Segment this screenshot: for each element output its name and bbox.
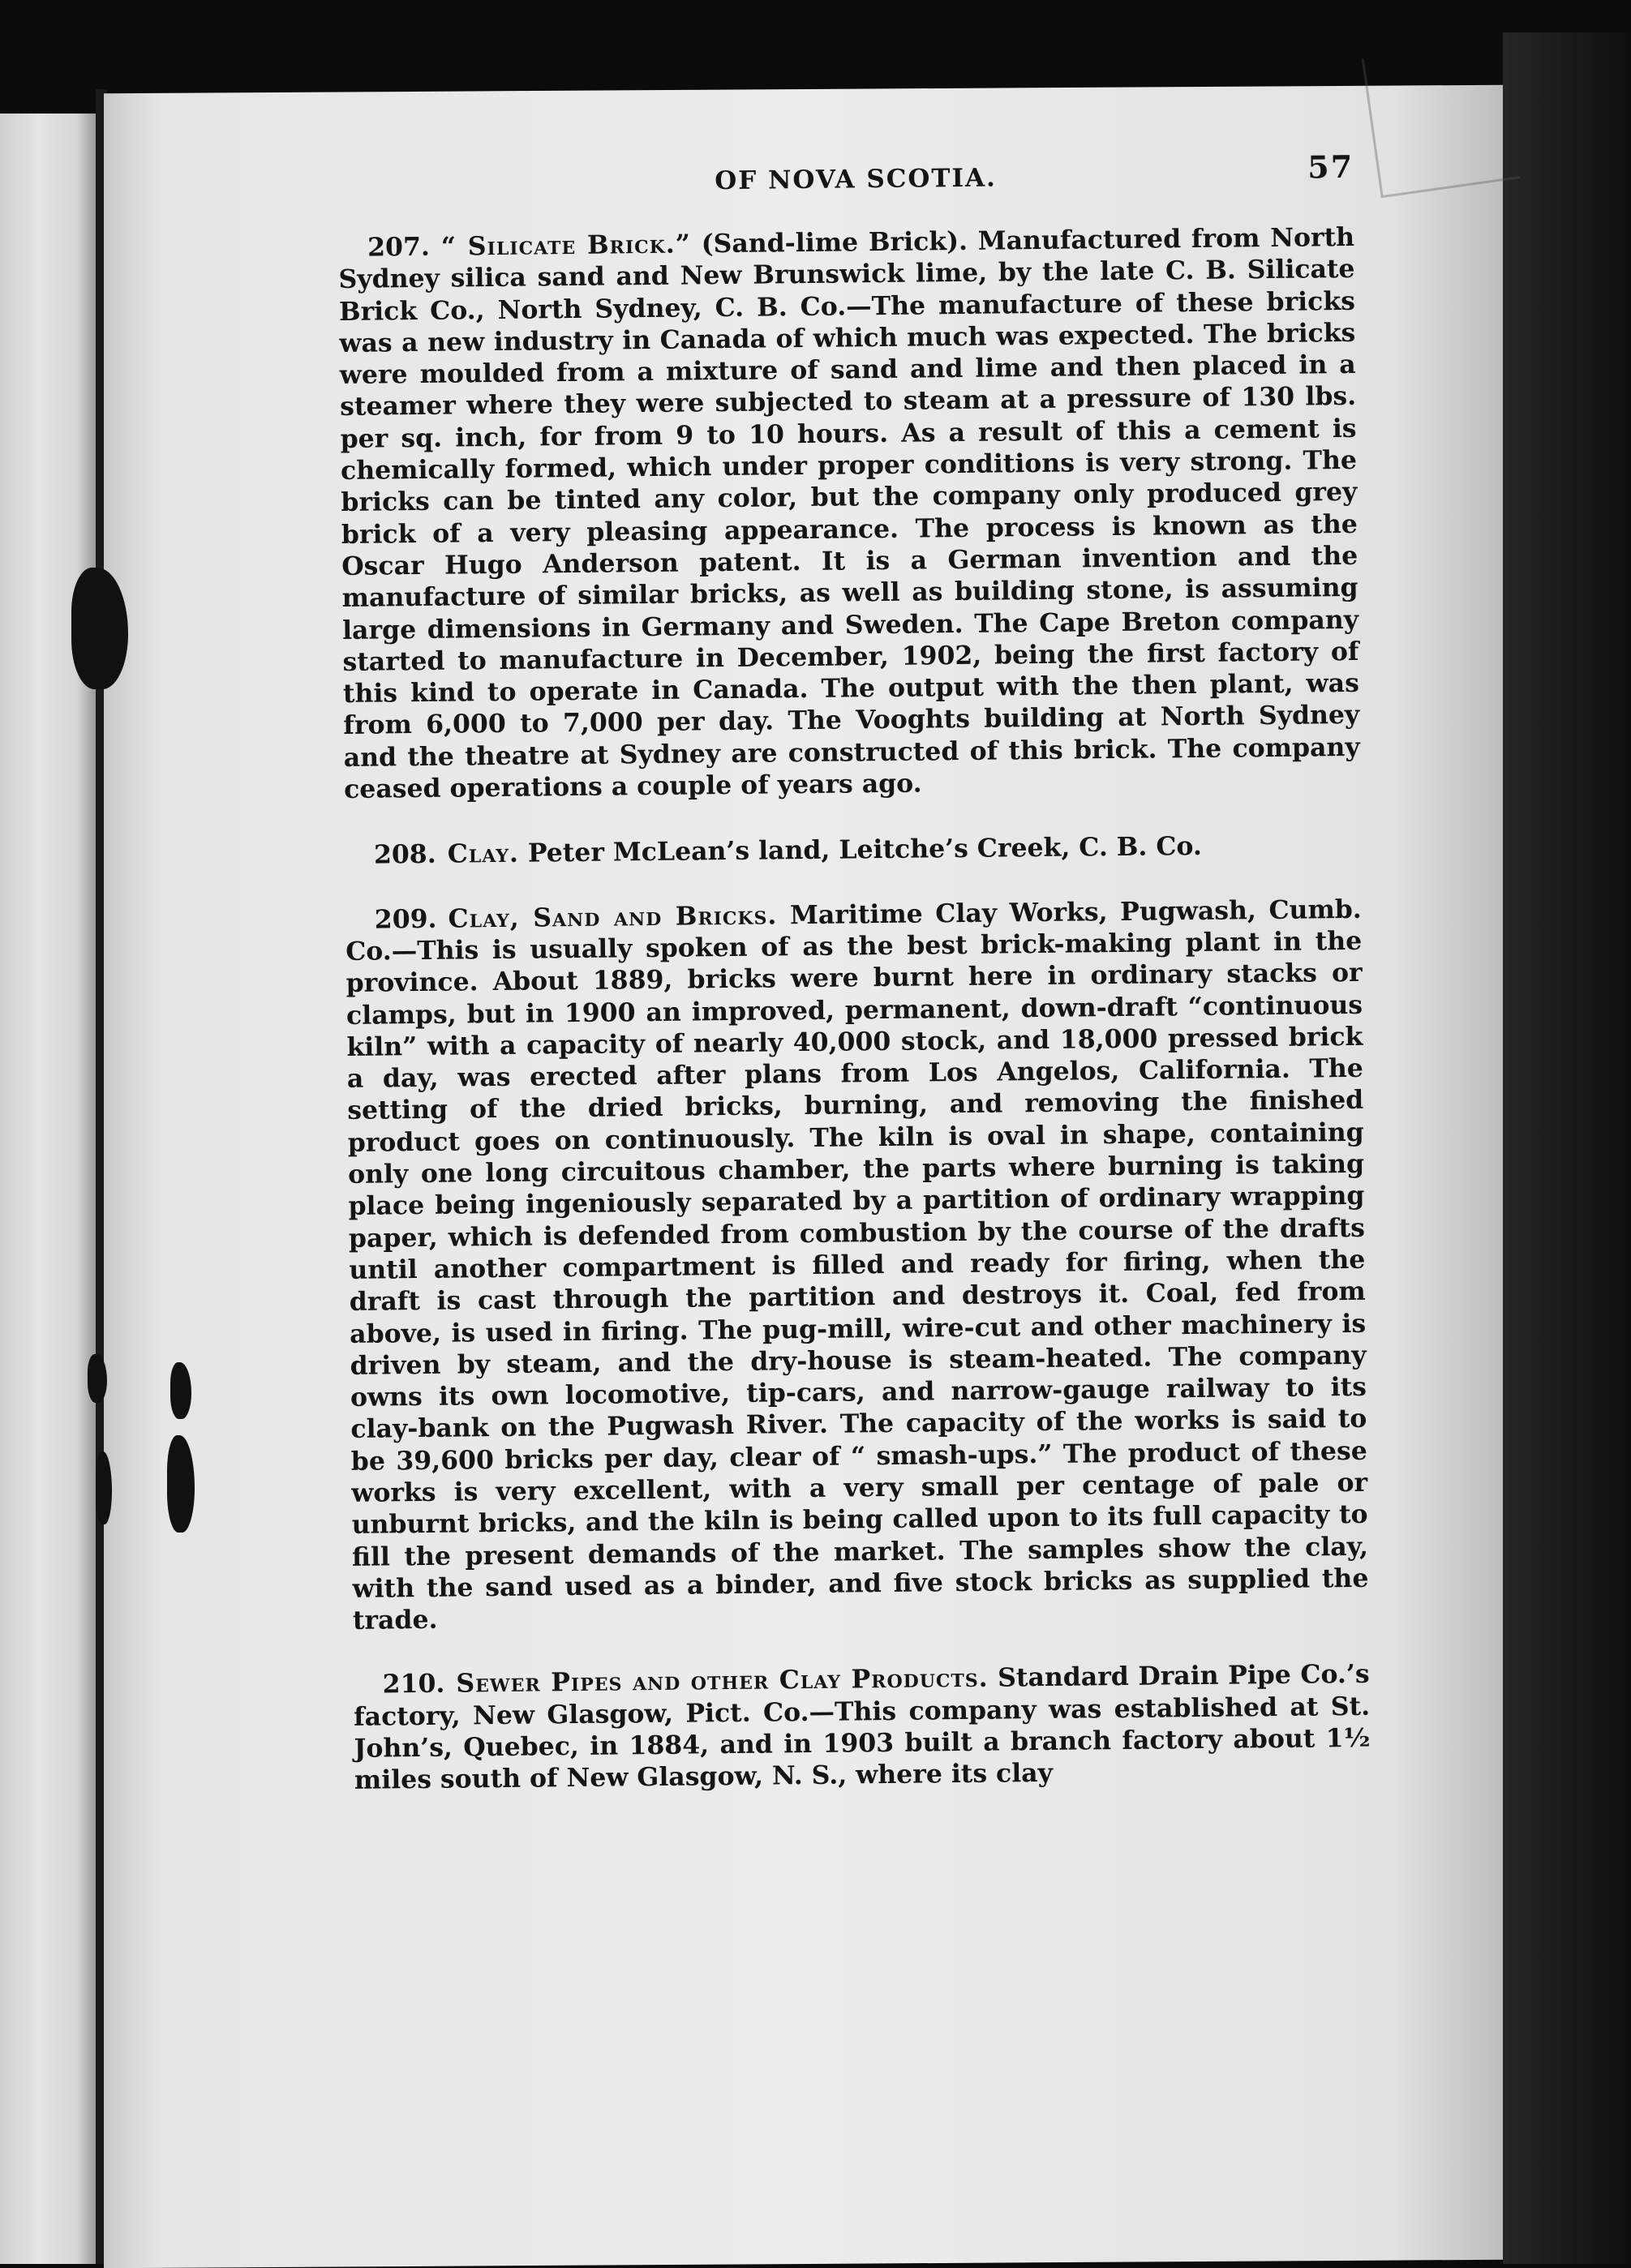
catalogue-entry-207 [338, 221, 1360, 805]
entry-body: Standard Drain Pipe Co.’s factory, New Glasgow, Pict. Co.—This company was established at St. John’s, Quebec, in 1884, and in 1903 built a branch factory about 1½ miles south of New Glasgow, N. S., where its clay [353, 1659, 1371, 1796]
page-header [337, 148, 1354, 208]
catalogue-entry-209 [346, 893, 1369, 1636]
page-text-column [337, 148, 1371, 1797]
page-number: 57 [1307, 148, 1354, 186]
catalogue-entry-210 [354, 1658, 1371, 1796]
entry-caption: “ Silicate Brick.” [440, 229, 692, 262]
facing-page-edge [0, 114, 96, 2264]
entry-number: 207. [367, 231, 431, 263]
scan-background-right [1503, 32, 1631, 2264]
running-title: OF NOVA SCOTIA. [715, 163, 998, 196]
entry-caption: Clay, Sand and Bricks. [448, 900, 778, 934]
entry-body: (Sand-lime Brick). Manufactured from North Sydney silica sand and New Brunswick lime, by the late C. B. Silicate Brick Co., North Sydney, C. B. Co.—The manufacture of these bricks was a new industry in Canada of which much was expected. The bricks were moulded from a mixture of sand and lime and then placed in a steamer where they were subjected to steam at a pressure of 130 lbs. per sq. inch, for from 9 to 10 hours. As a result of this a cement is chemically formed, which under proper conditions is very strong. The bricks can be tinted any color, but the company only produced grey brick of a very pleasing appearance. The process is known as the Oscar Hugo Anderson patent. It is a German invention and the manufacture of similar bricks, as well as building stone, is assuming large dimensions in Germany and Sweden. The Cape Breton company started to manufacture in December, 1902, being the first factory of this kind to operate in Canada. The output with the then plant, was from 6,000 to 7,000 per day. The Vooghts building at North Sydney and the theatre at Sydney are constructed of this brick. The company ceased operations a couple of years ago. [338, 221, 1360, 805]
entry-body: Peter McLean’s land, Leitche’s Creek, C. B. Co. [527, 831, 1203, 868]
entry-number: 208. [373, 839, 436, 870]
entry-body: Maritime Clay Works, Pugwash, Cumb. Co.—This is usually spoken of as the best brick-making plant in the province. About 1889, bricks were burnt here in ordinary stacks or clamps, but in 1900 an improved, permanent, down-draft “continuous kiln” with a capacity of nearly 40,000 stock, and 18,000 pressed brick a day, was erected after plans from Los Angelos, California. The setting of the dried bricks, burning, and removing the finished product goes on continuously. The kiln is oval in shape, containing only one long circuitous chamber, the parts where burning is taking place being ingeniously separated by a partition of ordinary wrapping paper, which is defended from combustion by the course of the drafts until another compartment is filled and ready for firing, when the draft is cast through the partition and destroys it. Coal, fed from above, is used in firing. The pug-mill, wire-cut and other machinery is driven by steam, and the dry-house is steam-heated. The company owns its own locomotive, tip-cars, and narrow-gauge railway to its clay-bank on the Pugwash River. The capacity of the works is said to be 39,600 bricks per day, clear of “ smash-ups.” The product of these works is very excellent, with a very small per centage of pale or unburnt bricks, and the kiln is being called upon to its full capacity to fill the present demands of the market. The samples show the clay, with the sand used as a binder, and five stock bricks as supplied the trade. [346, 894, 1369, 1636]
catalogue-entry-208 [345, 829, 1361, 871]
entry-number: 210. [382, 1669, 445, 1700]
entry-caption: Sewer Pipes and other Clay Products. [456, 1663, 989, 1700]
entry-number: 209. [374, 903, 437, 935]
entry-caption: Clay. [447, 838, 520, 869]
page-corner-fold [1362, 40, 1520, 198]
